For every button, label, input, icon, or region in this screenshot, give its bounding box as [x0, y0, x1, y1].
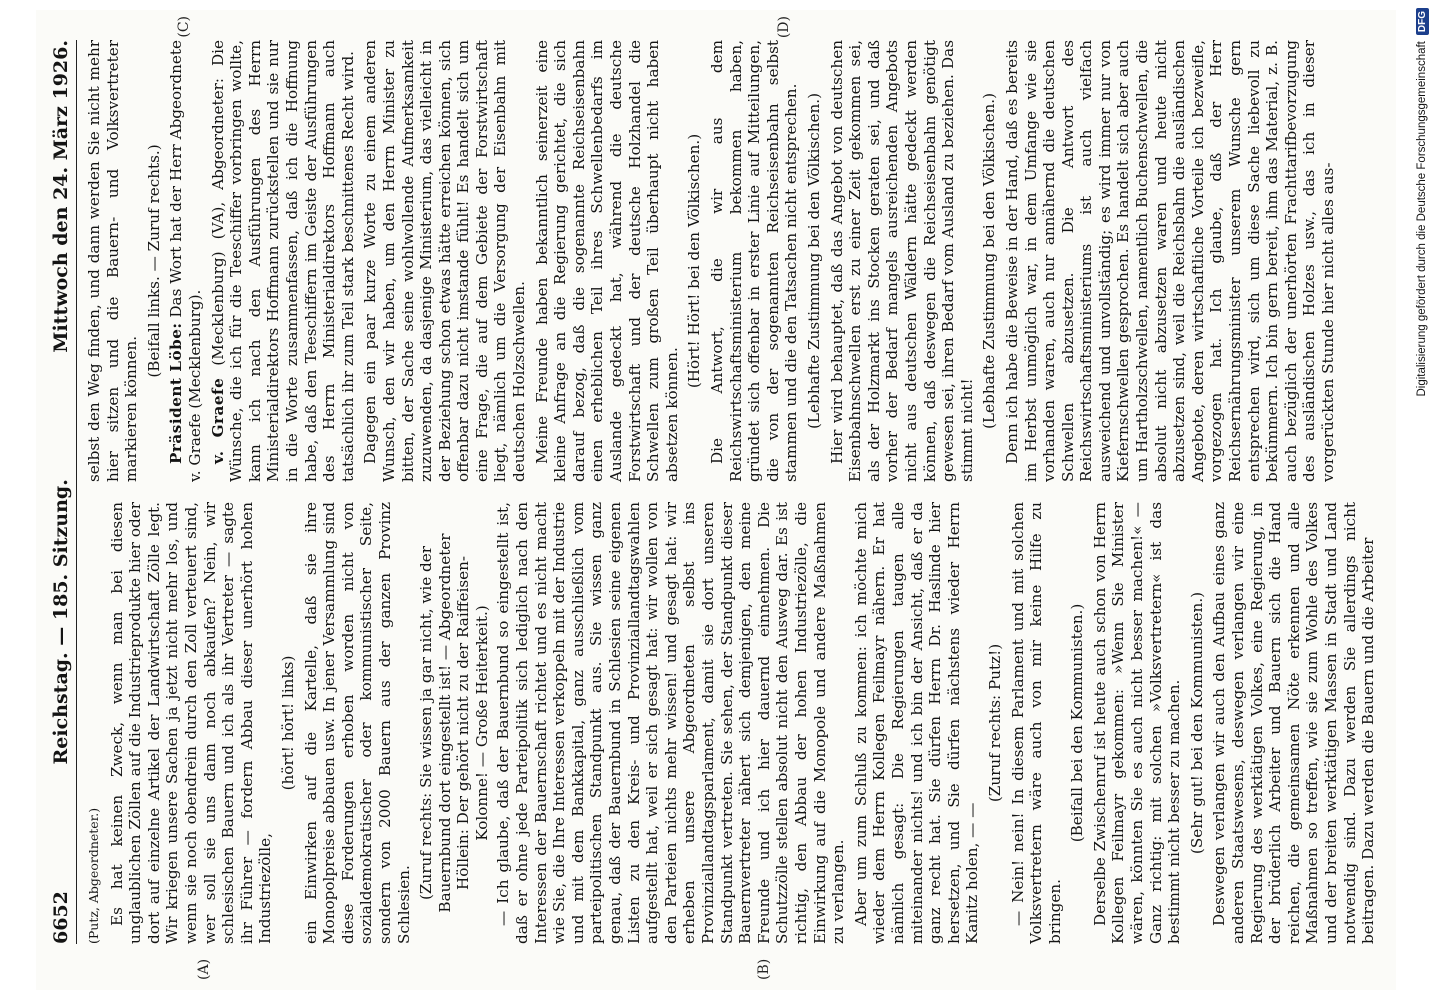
reaction: (Sehr gut! bei den Kommunisten.) — [1187, 591, 1206, 855]
funding-note: Digitalisierung gefördert durch die Deutsche Forschungsgemeinschaft — [1416, 41, 1428, 397]
margin-marker-a: (A) — [196, 958, 212, 980]
page-number: 6652 — [50, 891, 72, 944]
paragraph: Derselbe Zwischenruf ist heute auch schon von Herrn Kollegen Feilmayr gekommen: »Wenn Sie Minister wären, könnten Sie es auch nicht besser machen!« — Ganz richtig: mit solchen »Volksvertretern« ist das bestimmt nicht besser zu machen. — [1090, 502, 1184, 944]
paragraph: ein Einwirken auf die Kartelle, daß sie ihre Monopolpreise abbauen usw. In jener Versammlung sind diese Forderungen erhoben worden nicht von sozialdemokratischer oder kommunistischer Seite, sondern von 2000 Bauern aus der ganzen Provinz Schlesien. — [301, 502, 413, 944]
text-columns — [85, 16, 1378, 980]
margin-marker-d: (D) — [776, 16, 792, 39]
paragraph: Die Antwort, die wir aus dem Reichswirtschaftsministerium bekommen haben, gründet sich offenbar in erster Linie auf Mitteilungen, die von der sogenannten Reichseisenbahn selbst stammen und die den Tatsachen nicht entsprechen. — [708, 40, 801, 482]
speaker-name: Präsident Löbe: — [167, 322, 186, 464]
paragraph: Hier wird behauptet, daß das Angebot von deutschen Eisenbahnschwellen erst zu einer Zeit gekommen sei, als der Holzmarkt ins Stocken geraten sei, und daß vorher der Bedarf mangels ausreichenden Angebots nicht aus deutschen Wäldern hätte gedeckt werden können, daß deswegen die Reichseisenbahn genötigt gewesen sei, ihren Bedarf vom Ausland zu beziehen. Das stimmt nicht! — [827, 40, 976, 482]
paragraph: Deswegen verlangen wir auch den Aufbau eines ganz anderen Staatswesens, deswegen verlangen wir eine Regierung des werktätigen Volkes, eine Regierung, in der brüderlich Arbeiter und Bauern sich die Hand reichen, die gemeinsamen Nöte erkennen und alle Maßnahmen so treffen, wie sie zum Wohle des Volkes und der breiten werktätigen Massen in Stadt und Land notwendig sind. Dazu werden Sie allerdings nicht beitragen. Dazu werden die Bauern und die Arbeiter — [1210, 502, 1378, 944]
margin-marker-b: (B) — [756, 958, 772, 980]
reaction: (Lebhafte Zustimmung bei den Völkischen.) — [804, 92, 823, 430]
paragraph: Aber um zum Schluß zu kommen: ich möchte mich wieder dem Herrn Kollegen Feilmayr nähern. Er hat nämlich gesagt: Die Regierungen taugen alle miteinander nichts! und ich bin der Ansicht, daß er da ganz recht hat. Sie dürfen Herrn Dr. Haslinde hier hersetzen, und Sie dürfen nächstens wieder Herrn Kanitz holen, — — — [851, 502, 982, 944]
digitization-sidebar — [1414, 8, 1430, 992]
paragraph: Dagegen ein paar kurze Worte zu einem anderen Wunsch, den wir haben, um den Herrn Minister zu bitten, der Sache seine wohlwollende Aufmerksamkeit zuzuwenden, da dasjenige Ministerium, das vielleicht in der Beziehung schon etwas hätte erreichen können, sich offenbar dazu nicht imstande fühlt! Es handelt sich um eine Frage, die auf dem Gebiete der Forstwirtschaft liegt, nämlich um die Versorgung der Eisenbahn mit deutschen Holzschwellen. — [361, 40, 529, 482]
paragraph: Es hat keinen Zweck, wenn man bei diesen unglaublichen Zöllen auf die Industrieprodukte hier oder dort auf einzelne Artikel der Landwirtschaft Zölle legt. Wir kriegen unsere Sachen ja jetzt nicht mehr los, und wenn sie noch obendrein durch den Zoll verteuert sind, wer soll sie uns dann noch abkaufen? Nein, wir schlesischen Bauern und ich als ihr Vertreter — sagte ihr Führer — fordern Abbau dieser unerhört hohen Industriezölle, — [107, 502, 275, 944]
president-remark — [167, 40, 204, 482]
reaction: (Zuruf rechts: Sie wissen ja gar nicht, wie der Bauernbund dort eingestellt ist! — Abgeordneter Höllein: Der gehört nicht zu der Raiffeisen-Kolonne! — Große Heiterkeit.) — [417, 533, 491, 913]
left-column — [85, 502, 1378, 980]
document-page — [36, 10, 1396, 990]
paragraph: — Nein! nein! In diesem Parlament und mit solchen Volksvertretern wäre auch von mir keine Hilfe zu bringen. — [1008, 502, 1064, 944]
speaker-text: Das Wort hat der Herr Abgeordnete v. Graefe (Mecklenburg). — [167, 40, 204, 482]
speaker-text: (Mecklenburg) (VA), Abgeordneter: Die Wünsche, die ich für die Teeschiffer vorbringen wollte, kann ich nach den Ausführungen des Herrn Ministerialdirektors Hoffmann zurückstellen und sie nur in die Worte zusammenfassen, daß ich die Hoffnung habe, daß den Teeschiffern im Geiste der Ausführungen des Herrn Ministerialdirektors Hoffmann auch tatsächlich ihr zum Teil stark beschnittenes Recht wird. — [208, 39, 357, 482]
speaker-name: v. Graefe — [208, 377, 227, 464]
session-date: Mittwoch den 24. März 1926. — [50, 40, 72, 353]
reaction: (Lebhafte Zustimmung bei den Völkischen.) — [980, 92, 999, 430]
margin-marker-c: (C) — [176, 16, 192, 38]
paragraph: — Ich glaube, daß der Bauernbund so eingestellt ist, daß er ohne jede Parteipolitik sich lediglich nach den Interessen der Bauernschaft richtet und es nicht macht wie Sie, die Ihre Interessen verkoppeln mit der Industrie und mit dem Bankkapital, ganz ausschließlich vom parteipolitischen Standpunkt aus. Sie wissen ganz genau, daß der Bauernbund in Schlesien seine eigenen Listen zu den Kreis- und Provinziallandtagswahlen aufgestellt hat, weil er sich gesagt hat: wir wollen von den Parteien nichts mehr wissen! und gesagt hat: wir erheben unsere Abgeordneten selbst ins Provinziallandtagsparlament, damit sie dort unseren Standpunkt vertreten. Sie sehen, der Standpunkt dieser Bauernvertreter nähert sich demjenigen, den meine Freunde und ich hier dauernd einnehmen. Die Schutzzölle stellen absolut nicht den Ausweg dar. Es ist richtig, den Abbau der hohen Industriezölle, die Einwirkung auf die Monopole und andere Maßnahmen zu verlangen. — [494, 502, 848, 944]
graefe-remark — [209, 40, 358, 482]
reaction: (Beifall links. — Zuruf rechts.) — [144, 144, 163, 378]
paragraph: Meine Freunde haben bekanntlich seinerzeit eine kleine Anfrage an die Regierung gerichtet, die sich darauf bezog, daß die sogenannte Reichseisenbahn einen erheblichen Teil ihres Schwellenbedarfs im Auslande gedeckt hat, während die deutsche Forstwirtschaft und der deutsche Holzhandel die Schwellen zum großen Teil überhaupt nicht haben absetzen können. — [532, 40, 681, 482]
reaction: (Beifall bei den Kommunisten.) — [1068, 603, 1087, 843]
reaction: (Zuruf rechts: Putz!) — [985, 643, 1004, 803]
running-head — [50, 40, 77, 944]
dfg-logo-icon: DFG — [1416, 8, 1429, 35]
reaction: (hört! hört! links) — [278, 655, 297, 791]
speaker-note: (Putz, Abgeordneter.) — [86, 807, 101, 944]
digitization-credit — [1414, 8, 1430, 992]
session-title: Reichstag. — 185. Sitzung. — [50, 479, 72, 765]
right-column — [85, 16, 1375, 482]
reaction: (Hört! Hört! bei den Völkischen.) — [685, 133, 704, 389]
paragraph: Denn ich habe die Beweise in der Hand, daß es bereits im Herbst unmöglich war, in dem Umfange wie sie vorhanden waren, auch nur annähernd die deutschen Schwellen abzusetzen. Die Antwort des Reichswirtschaftsministeriums ist auch vielfach ausweichend und unvollständig; es wird immer nur von Kiefernschwellen gesprochen. Es handelt sich aber auch um Hartholzschwellen, namentlich Buchenschwellen, die absolut nicht abzusetzen waren und heute nicht abzusetzen sind, weil die Reichsbahn die ausländischen Angebote, deren wirtschaftliche Vorteile ich bezweifle, vorgezogen hat. Ich glaube, daß der Herr Reichsernährungsminister unserem Wunsche gern entsprechen wird, sich um diese Sache liebevoll zu bekümmern. Ich bin gern bereit, ihm das Material, z. B. auch bezüglich der unerhörten Frachttarifbevorzugung des ausländischen Holzes usw., das ich in dieser vorgerückten Stunde hier nicht alles aus- — [1002, 40, 1337, 482]
paragraph: selbst den Weg finden, und dann werden Sie nicht mehr hier sitzen und die Bauern- und Volksvertreter markieren können. — [85, 40, 141, 482]
